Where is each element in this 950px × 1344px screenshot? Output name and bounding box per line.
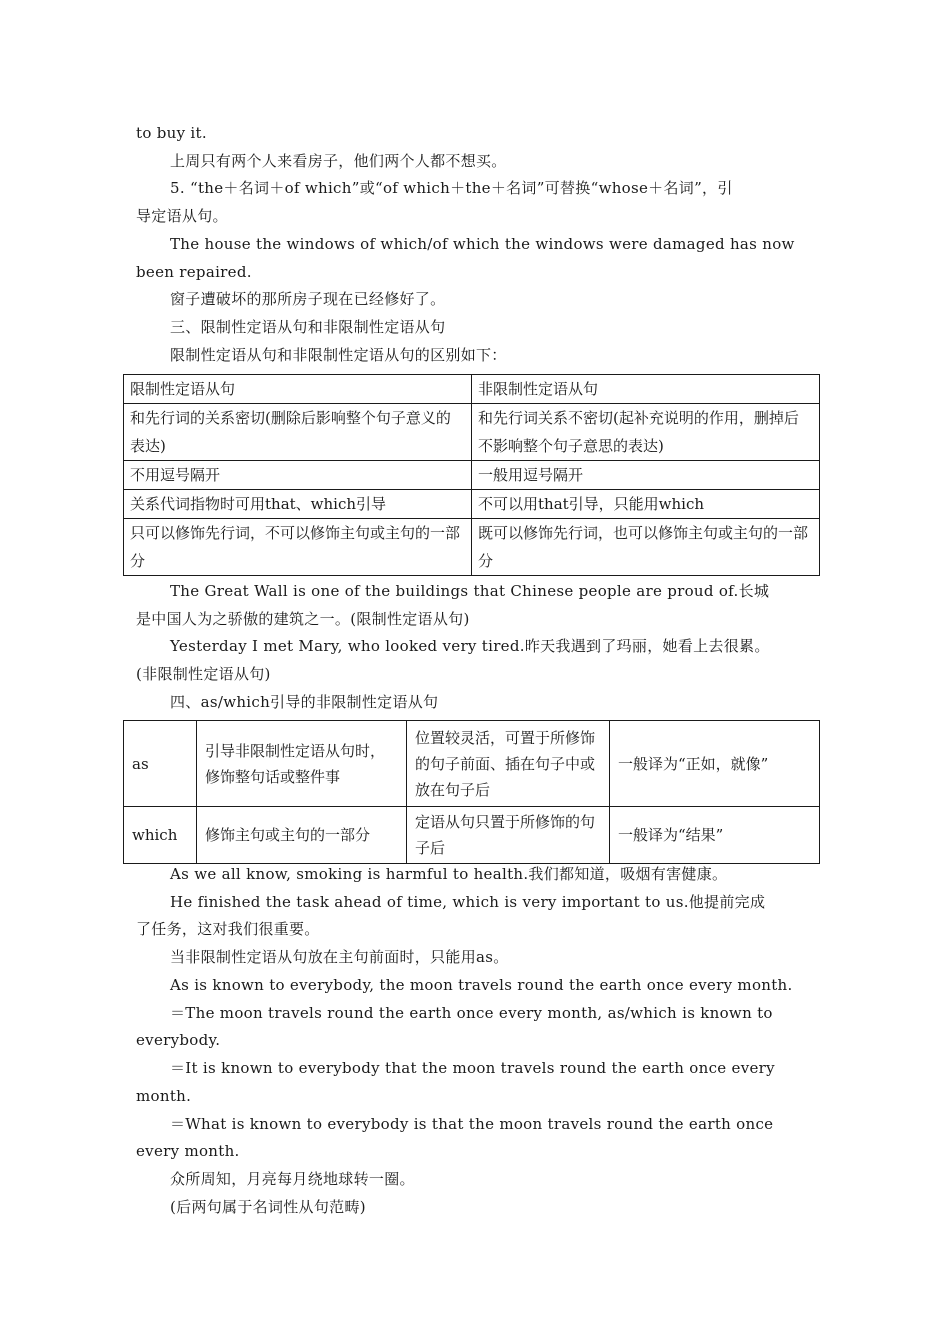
- text-line: Yesterday I met Mary, who looked very tired.昨天我遇到了玛丽，她看上去很累。: [170, 637, 770, 655]
- table-cell: 修饰主句或主句的一部分: [197, 807, 407, 864]
- text-line: 是中国人为之骄傲的建筑之一。(限制性定语从句): [136, 610, 470, 628]
- text-line: been repaired.: [136, 263, 252, 281]
- table-row: [124, 461, 820, 490]
- text-line: 窗子遭破坏的那所房子现在已经修好了。: [170, 290, 446, 308]
- text-line: 了任务，这对我们很重要。: [136, 920, 320, 938]
- text-line: As we all know, smoking is harmful to health.我们都知道，吸烟有害健康。: [170, 865, 728, 883]
- as-which-table: [123, 720, 820, 864]
- table-cell: 只可以修饰先行词，不可以修饰主句或主句的一部分: [124, 519, 472, 576]
- table-header-cell: 限制性定语从句: [124, 375, 472, 404]
- table-cell: 一般用逗号隔开: [472, 461, 820, 490]
- table-cell: 引导非限制性定语从句时，修饰整句话或整件事: [197, 721, 407, 807]
- table-cell: 一般译为“正如，就像”: [610, 721, 820, 807]
- table-cell: 和先行词关系不密切(起补充说明的作用，删掉后不影响整个句子意思的表达): [472, 404, 820, 461]
- text-line: ＝The moon travels round the earth once every month, as/which is known to: [170, 1004, 773, 1022]
- table-row: [124, 721, 820, 807]
- table-cell: 不用逗号隔开: [124, 461, 472, 490]
- table-header-cell: 非限制性定语从句: [472, 375, 820, 404]
- text-line: 当非限制性定语从句放在主句前面时，只能用as。: [170, 948, 509, 966]
- text-line: everybody.: [136, 1031, 221, 1049]
- table-cell: which: [124, 807, 197, 864]
- text-line: The Great Wall is one of the buildings that Chinese people are proud of.长城: [170, 582, 770, 600]
- text-line: (非限制性定语从句): [136, 665, 271, 683]
- section-heading: 四、as/which引导的非限制性定语从句: [170, 693, 439, 711]
- table-cell: 位置较灵活，可置于所修饰的句子前面、插在句子中或放在句子后: [407, 721, 610, 807]
- section-heading: 三、限制性定语从句和非限制性定语从句: [170, 318, 446, 336]
- text-line: As is known to everybody, the moon travels round the earth once every month.: [170, 976, 793, 994]
- text-line: ＝It is known to everybody that the moon travels round the earth once every: [170, 1059, 775, 1077]
- table-cell: 和先行词的关系密切(删除后影响整个句子意义的表达): [124, 404, 472, 461]
- text-line: every month.: [136, 1142, 240, 1160]
- table-cell: 既可以修饰先行词，也可以修饰主句或主句的一部分: [472, 519, 820, 576]
- comparison-table: [123, 374, 820, 576]
- table-cell: 关系代词指物时可用that、which引导: [124, 490, 472, 519]
- text-line: 上周只有两个人来看房子，他们两个人都不想买。: [170, 152, 507, 170]
- text-line: 导定语从句。: [136, 207, 228, 225]
- text-line: The house the windows of which/of which the windows were damaged has now: [170, 235, 795, 253]
- text-line: He finished the task ahead of time, which is very important to us.他提前完成: [170, 893, 766, 911]
- text-line: 限制性定语从句和非限制性定语从句的区别如下：: [170, 346, 507, 364]
- table-row: [124, 404, 820, 461]
- text-line: 众所周知，月亮每月绕地球转一圈。: [170, 1170, 415, 1188]
- table-row: [124, 490, 820, 519]
- table-cell: 定语从句只置于所修饰的句子后: [407, 807, 610, 864]
- table-cell: 一般译为“结果”: [610, 807, 820, 864]
- text-line: ＝What is known to everybody is that the moon travels round the earth once: [170, 1115, 774, 1133]
- table-cell: 不可以用that引导，只能用which: [472, 490, 820, 519]
- table-row: [124, 519, 820, 576]
- text-line: month.: [136, 1087, 192, 1105]
- table-row: [124, 375, 820, 404]
- table-row: [124, 807, 820, 864]
- text-line: to buy it.: [136, 124, 207, 142]
- text-line: (后两句属于名词性从句范畴): [170, 1198, 366, 1216]
- text-line: 5. “the＋名词＋of which”或“of which＋the＋名词”可替换“whose＋名词”，引: [170, 179, 733, 197]
- table-cell: as: [124, 721, 197, 807]
